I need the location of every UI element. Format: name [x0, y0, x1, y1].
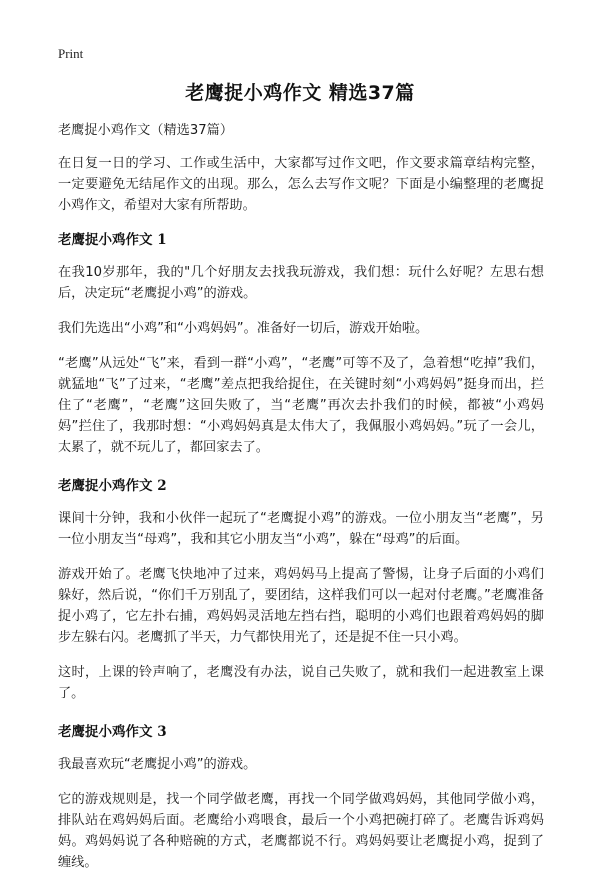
intro-paragraph: 在日复一日的学习、工作或生活中，大家都写过作文吧，作文要求篇章结构完整，一定要避免无结尾作文的出现。那么，怎么去写作文呢？下面是小编整理的老鹰捉小鸡作文，希望对大家有所帮助。	[58, 156, 544, 213]
section-heading-3: 老鹰捉小鸡作文 3	[58, 724, 167, 740]
section-1-paragraph-2: 我们先选出“小鸡”和“小鸡妈妈”。准备好一切后，游戏开始啦。	[58, 321, 429, 336]
section-heading-1: 老鹰捉小鸡作文 1	[58, 232, 167, 248]
section-1-paragraph-1: 在我10岁那年，我的"几个好朋友去找我玩游戏，我们想：玩什么好呢？左思右想后，决定玩“老鹰捉小鸡”的游戏。	[58, 265, 544, 301]
section-3-paragraph-1: 我最喜欢玩“老鹰捉小鸡”的游戏。	[58, 757, 257, 772]
article-body	[58, 120, 544, 887]
section-1-paragraph-3: “老鹰”从远处“飞”来，看到一群“小鸡”，“老鹰”可等不及了，急着想“吃掉”我们，就猛地“飞”了过来，“老鹰”差点把我给捉住，在关键时刻“小鸡妈妈”挺身而出，拦住了“老鹰”，“老鹰”这回失败了，当“老鹰”再次去扑我们的时候，都被“小鸡妈妈”拦住了，我那时想：“小鸡妈妈真是太伟大了，我佩服小鸡妈妈。”玩了一会儿，太累了，就不玩儿了，都回家去了。	[58, 356, 544, 455]
section-2-paragraph-3: 这时，上课的铃声响了，老鹰没有办法，说自己失败了，就和我们一起进教室上课了。	[58, 665, 544, 701]
section-3-paragraph-2: 它的游戏规则是，找一个同学做老鹰，再找一个同学做鸡妈妈，其他同学做小鸡，排队站在鸡妈妈后面。老鹰给小鸡喂食，最后一个小鸡把碗打碎了。老鹰告诉鸡妈妈。鸡妈妈说了各种赔碗的方式，老鹰都说不行。鸡妈妈要让老鹰捉小鸡，捉到了缠线。	[58, 792, 544, 870]
section-2-paragraph-1: 课间十分钟，我和小伙伴一起玩了“老鹰捉小鸡”的游戏。一位小朋友当“老鹰”，另一位小朋友当“母鸡”，我和其它小朋友当“小鸡”，躲在“母鸡”的后面。	[58, 511, 544, 547]
page-title: 老鹰捉小鸡作文 精选37篇	[185, 82, 415, 104]
print-link[interactable]: Print	[58, 46, 84, 61]
section-heading-2: 老鹰捉小鸡作文 2	[58, 478, 167, 494]
section-2-paragraph-2: 游戏开始了。老鹰飞快地冲了过来，鸡妈妈马上提高了警惕，让身子后面的小鸡们躲好，然后说，“你们千万别乱了，要团结，这样我们可以一起对付老鹰。”老鹰准备捉小鸡了，它左扑右捕，鸡妈妈灵活地左挡右挡，聪明的小鸡们也跟着鸡妈妈的脚步左躲右闪。老鹰抓了半天，力气都快用光了，还是捉不住一只小鸡。	[58, 567, 544, 645]
article-subtitle: 老鹰捉小鸡作文（精选37篇）	[58, 123, 234, 138]
